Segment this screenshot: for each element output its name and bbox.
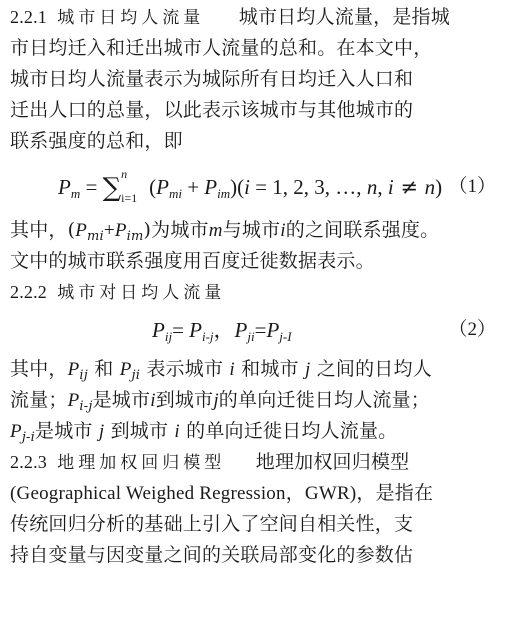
section-2-2-2-heading-line: [10, 277, 510, 308]
section-number: 2.2.1: [10, 7, 47, 27]
paragraph-line: 其中，$P_{ij}$ 和 $P_{ji}$ 表示城市 i 和城市 j 之间的日均人: [10, 358, 432, 383]
paragraph-line: 市日均迁入和迁出城市人流量的总和。在本文中，: [10, 37, 433, 59]
summation-symbol: ∑: [102, 173, 122, 203]
section-title: 地理加权回归模型: [57, 453, 226, 473]
equation-number: （2）: [448, 319, 496, 340]
equation-1: [10, 165, 510, 211]
paper-page: [10, 2, 510, 571]
paragraph-line: 其中，$(P_{mi}+P_{im})$为城市m与城市i的之间联系强度。: [10, 219, 440, 244]
paragraph-line: 持自变量与因变量之间的关联局部变化的参数估: [10, 544, 414, 566]
section-number: 2.2.2: [10, 282, 47, 302]
section-title: 城市日均人流量: [57, 8, 205, 28]
paragraph-line: 文中的城市联系强度用百度迁徙数据表示。: [10, 250, 375, 272]
paragraph-line: 城市日均人流量表示为城际所有日均迁入人口和: [10, 68, 414, 90]
section-2-2-1-heading-line: [10, 2, 510, 33]
paragraph-line: (Geographical Weighed Regression，GWR)，是指在: [10, 483, 434, 504]
equation-number: （1）: [448, 176, 496, 197]
section-2-2-3-heading-line: [10, 447, 510, 478]
paragraph-line: 流量；$P_{i-j}$是城市i到城市j的单向迁徙日均人流量；: [10, 389, 430, 414]
paragraph-line: 迁出人口的总量，以此表示该城市与其他城市的: [10, 99, 414, 121]
paragraph-text: 城市日均人流量，是指城: [238, 6, 450, 28]
equation-body: $P_m$ = ∑ n i=1 $(P_{mi} + P_{im})(i = 1$, 2, 3, …, n, i ≠ n): [58, 167, 443, 206]
summation-limits: n i=1: [121, 167, 138, 206]
section-number: 2.2.3: [10, 452, 47, 472]
paragraph-line: 联系强度的总和，即: [10, 130, 183, 152]
paragraph-line: 传统回归分析的基础上引入了空间自相关性，支: [10, 513, 414, 535]
equation-2: [10, 310, 510, 352]
paragraph-line: $P_{j-i}$是城市 j 到城市 i 的单向迁徙日均人流量。: [10, 420, 398, 445]
equation-body: $P_{ij}= P_{i-j}$，$P_{ji}=P_{j-I}$: [152, 318, 292, 344]
section-title: 城市对日均人流量: [57, 283, 226, 303]
paragraph-text: 地理加权回归模型: [255, 451, 410, 473]
